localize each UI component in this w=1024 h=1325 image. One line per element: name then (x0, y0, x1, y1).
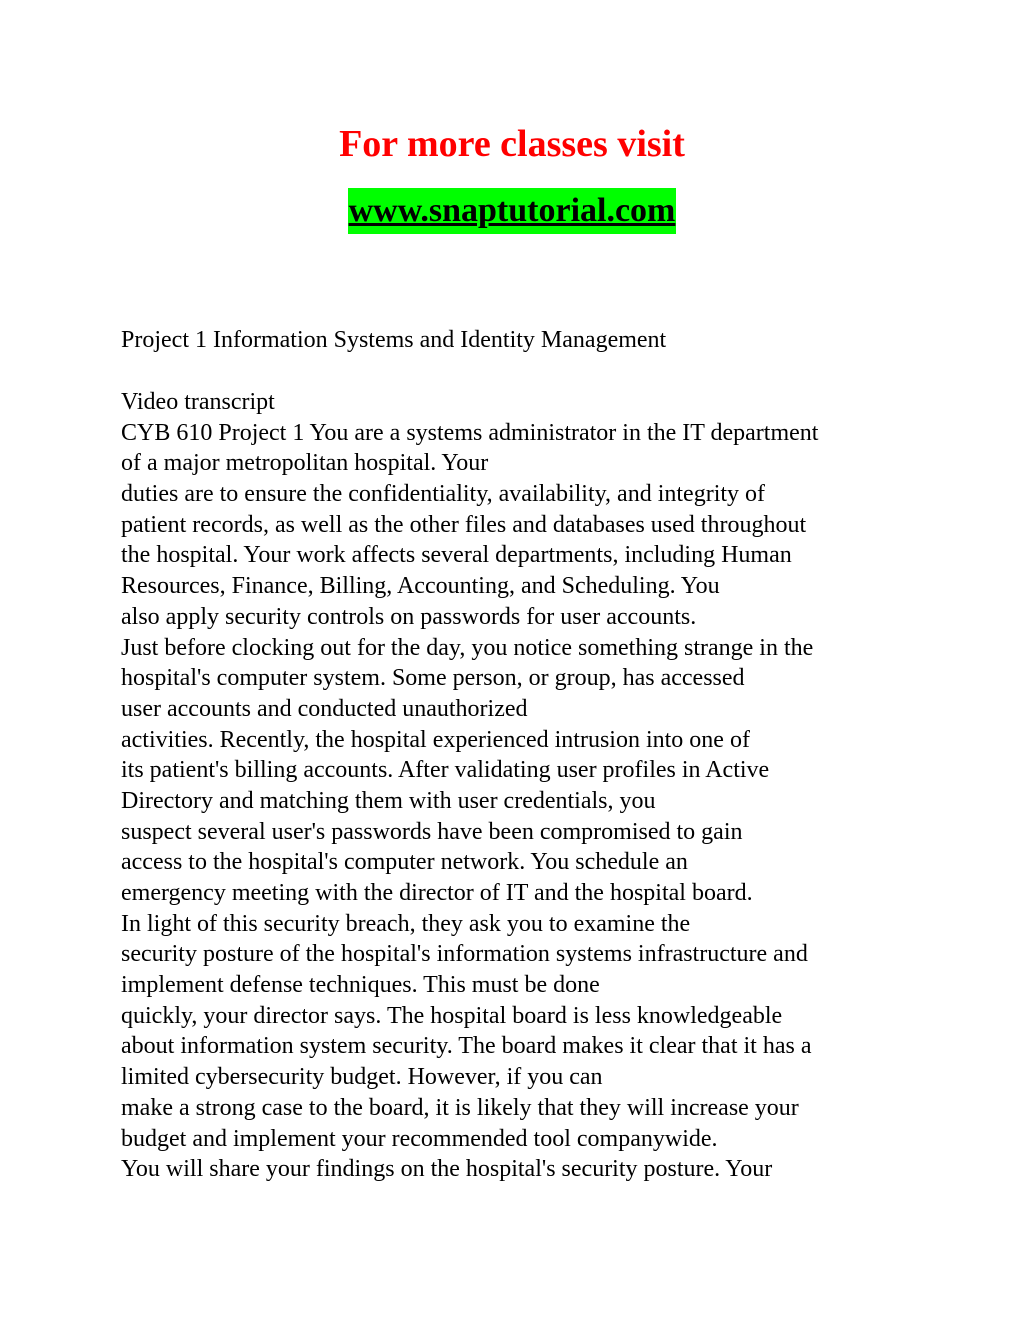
website-link[interactable]: www.snaptutorial.com (348, 188, 677, 234)
text-line: Just before clocking out for the day, you notice something strange in the (121, 634, 814, 661)
header-link-container (0, 188, 1024, 234)
text-line: limited cybersecurity budget. However, if you can (121, 1064, 603, 1091)
text-line: patient records, as well as the other files and databases used throughout (121, 511, 807, 538)
text-line: In light of this security breach, they ask you to examine the (121, 910, 691, 937)
text-line: Resources, Finance, Billing, Accounting, and Scheduling. You (121, 573, 720, 600)
text-line: CYB 610 Project 1 You are a systems administrator in the IT department (121, 419, 819, 446)
text-line: access to the hospital's computer network. You schedule an (121, 849, 688, 876)
text-line: Directory and matching them with user credentials, you (121, 787, 656, 814)
header-title: For more classes visit (339, 123, 685, 165)
text-line: activities. Recently, the hospital experienced intrusion into one of (121, 726, 750, 753)
text-line: its patient's billing accounts. After validating user profiles in Active (121, 757, 770, 784)
text-line: Video transcript (121, 389, 275, 415)
text-line: quickly, your director says. The hospital board is less knowledgeable (121, 1002, 783, 1029)
text-line: about information system security. The board makes it clear that it has a (121, 1033, 812, 1060)
text-line: make a strong case to the board, it is likely that they will increase your (121, 1094, 799, 1121)
transcript-body (121, 387, 921, 1185)
text-line: the hospital. Your work affects several departments, including Human (121, 542, 792, 569)
text-line: of a major metropolitan hospital. Your (121, 450, 489, 477)
text-line: user accounts and conducted unauthorized (121, 695, 528, 722)
text-line: also apply security controls on passwords for user accounts. (121, 603, 697, 630)
text-line: implement defense techniques. This must be done (121, 972, 600, 999)
text-line: duties are to ensure the confidentiality, availability, and integrity of (121, 481, 766, 508)
text-line: suspect several user's passwords have been compromised to gain (121, 818, 743, 845)
text-line: You will share your findings on the hospital's security posture. Your (121, 1156, 773, 1183)
text-line: hospital's computer system. Some person, or group, has accessed (121, 665, 745, 692)
text-line: budget and implement your recommended tool companywide. (121, 1125, 718, 1152)
document-title: Project 1 Information Systems and Identity Management (121, 327, 667, 353)
text-line: emergency meeting with the director of IT and the hospital board. (121, 880, 753, 906)
text-line: security posture of the hospital's information systems infrastructure and (121, 941, 808, 968)
